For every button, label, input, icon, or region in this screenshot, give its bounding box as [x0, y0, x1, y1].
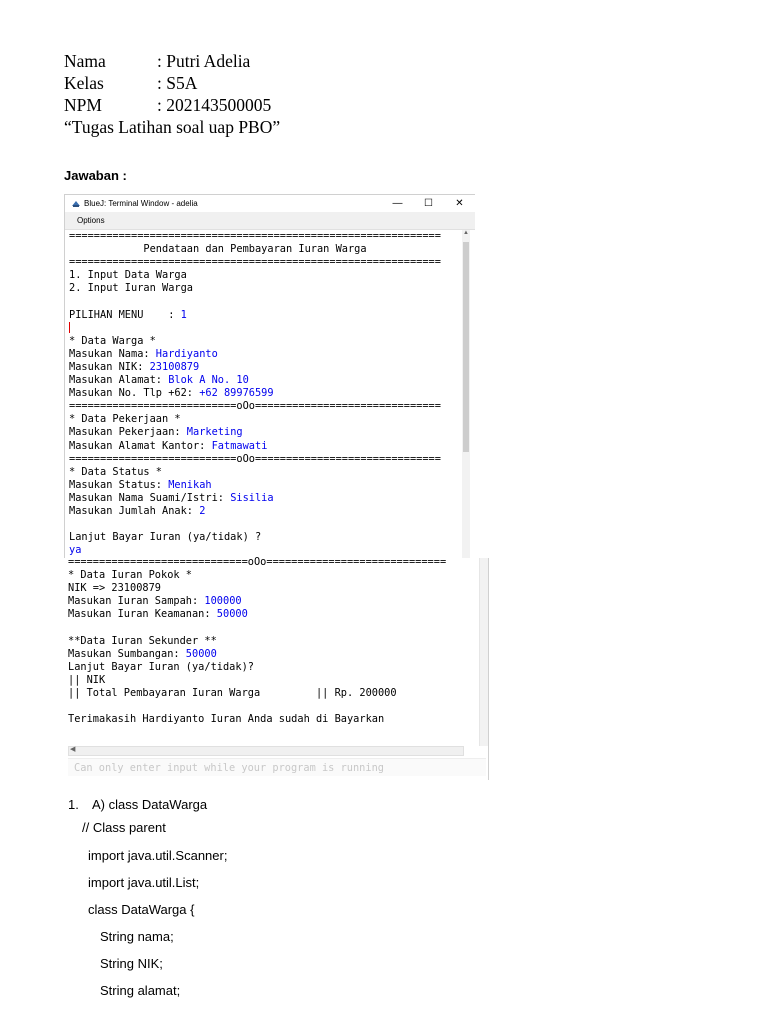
terminal-prompt-text: * Data Status * [69, 465, 162, 478]
terminal-prompt-text: Masukan Alamat: [69, 374, 169, 387]
terminal-prompt-text: * Data Iuran Pokok * [68, 569, 192, 582]
terminal-output-part1 [69, 230, 441, 557]
terminal-line [68, 608, 446, 621]
terminal-line [69, 243, 441, 256]
minimize-icon[interactable]: — [392, 198, 403, 209]
terminal-line [69, 387, 441, 400]
scroll-up-icon[interactable]: ▲ [463, 230, 469, 236]
terminal-prompt-text: Masukan No. Tlp +62: [69, 387, 200, 400]
terminal-input-field[interactable]: Can only enter input while your program is running [68, 758, 486, 776]
terminal-line [68, 582, 446, 595]
terminal-prompt-text: Masukan Jumlah Anak: [69, 504, 200, 517]
terminal-prompt-text: Terimakasih Hardiyanto Iuran Anda sudah di Bayarkan [68, 713, 385, 726]
terminal-prompt-text: || NIK [68, 673, 106, 686]
terminal-prompt-text: * Data Pekerjaan * [69, 413, 181, 426]
terminal-prompt-text: Pendataan dan Pembayaran Iuran Warga [69, 243, 367, 256]
terminal-user-input: Menikah [168, 478, 212, 491]
terminal-prompt-text: Lanjut Bayar Iuran (ya/tidak)? [68, 660, 254, 673]
info-row-kelas [64, 72, 280, 94]
terminal-prompt-text: Masukan Iuran Keamanan: [68, 608, 217, 621]
terminal-prompt-text: Masukan Alamat Kantor: [69, 439, 212, 452]
terminal-prompt-text: 2. Input Iuran Warga [69, 282, 193, 295]
close-icon[interactable]: ✕ [455, 198, 464, 209]
info-row-nama [64, 50, 280, 72]
terminal-line [68, 556, 446, 569]
bluej-app-icon [71, 200, 81, 208]
answer-heading [68, 797, 207, 817]
terminal-prompt-text: NIK => 23100879 [68, 582, 161, 595]
terminal-prompt-text: ===========================oOo============================== [69, 400, 441, 413]
terminal-window [64, 194, 475, 559]
terminal-line [68, 713, 446, 726]
jawaban-label: Jawaban : [64, 168, 127, 183]
terminal-line [68, 687, 446, 700]
terminal-prompt-text: =============================oOo============================= [68, 556, 447, 568]
info-value: : 202143500005 [157, 95, 272, 115]
terminal-line [69, 400, 441, 413]
terminal-line [69, 309, 441, 322]
code-line: // Class parent [82, 820, 166, 835]
terminal-titlebar [65, 195, 475, 212]
answer-section [68, 797, 228, 998]
terminal-window-continued [64, 558, 489, 780]
terminal-prompt-text: Masukan Nama Suami/Istri: [69, 491, 231, 504]
terminal-prompt-text: Masukan NIK: [69, 360, 150, 373]
terminal-output-part2 [68, 556, 446, 726]
terminal-line [69, 295, 441, 308]
code-line: String NIK; [100, 956, 163, 971]
terminal-prompt-text: Masukan Pekerjaan: [69, 426, 187, 439]
code-line: class DataWarga { [88, 902, 195, 917]
info-row-npm [64, 94, 280, 116]
terminal-prompt-text: Lanjut Bayar Iuran (ya/tidak) ? [69, 531, 262, 544]
scrollbar-thumb[interactable] [463, 242, 469, 452]
terminal-line [69, 282, 441, 295]
terminal-line [69, 348, 441, 361]
terminal-prompt-text: Masukan Nama: [69, 347, 156, 360]
scroll-left-icon[interactable]: ◀ [70, 745, 76, 753]
terminal-user-input: 1 [180, 308, 187, 321]
terminal-user-input: Sisilia [230, 491, 274, 504]
terminal-prompt-text: Masukan Iuran Sampah: [68, 595, 205, 608]
terminal-user-input: +62 89976599 [199, 387, 274, 400]
terminal-line [69, 440, 441, 453]
maximize-icon[interactable]: ☐ [424, 198, 433, 209]
menu-bar [65, 212, 475, 230]
terminal-line [69, 269, 441, 282]
terminal-line [69, 492, 441, 505]
list-number: 1. [68, 797, 79, 812]
terminal-line [69, 453, 441, 466]
terminal-line [69, 466, 441, 479]
terminal-user-input: Fatmawati [211, 439, 268, 452]
window-title: BlueJ: Terminal Window - adelia [84, 199, 198, 208]
assignment-title: “Tugas Latihan soal uap PBO” [64, 117, 281, 137]
terminal-user-input: 23100879 [149, 360, 200, 373]
horizontal-scrollbar[interactable] [68, 746, 464, 756]
terminal-prompt-text: * Data Warga * [69, 334, 156, 347]
terminal-line [69, 322, 441, 335]
terminal-prompt-text: ===========================oOo============================== [69, 452, 441, 465]
terminal-line [68, 661, 446, 674]
terminal-user-input: 2 [199, 504, 206, 517]
vertical-scrollbar[interactable] [462, 230, 470, 559]
code-line: String nama; [100, 929, 174, 944]
terminal-line [69, 505, 441, 518]
terminal-line [68, 569, 446, 582]
terminal-user-input: 100000 [204, 595, 242, 608]
vertical-scrollbar-2[interactable] [479, 558, 488, 746]
text-cursor [69, 322, 70, 333]
terminal-prompt-text: 1. Input Data Warga [69, 269, 187, 282]
terminal-line [69, 531, 441, 544]
info-label: Nama [64, 51, 106, 71]
terminal-prompt-text: ============================================================ [69, 230, 441, 242]
info-value: : S5A [157, 73, 198, 93]
terminal-user-input: Hardiyanto [155, 347, 218, 360]
terminal-line [69, 256, 441, 269]
terminal-user-input: ya [69, 544, 82, 557]
terminal-line [68, 621, 446, 634]
terminal-line [69, 426, 441, 439]
menu-options[interactable]: Options [77, 216, 105, 225]
info-label: Kelas [64, 73, 104, 93]
terminal-user-input: Blok A No. 10 [168, 374, 249, 387]
terminal-prompt-text: Masukan Sumbangan: [68, 647, 186, 660]
terminal-line [69, 479, 441, 492]
info-label: NPM [64, 95, 102, 115]
terminal-user-input: 50000 [216, 608, 248, 621]
terminal-line [69, 374, 441, 387]
terminal-prompt-text: Masukan Status: [69, 478, 169, 491]
terminal-line [69, 335, 441, 348]
terminal-line [69, 413, 441, 426]
terminal-prompt-text: PILIHAN MENU : [69, 308, 181, 321]
student-info [64, 50, 280, 138]
terminal-prompt-text: **Data Iuran Sekunder ** [68, 634, 217, 647]
code-line: import java.util.Scanner; [88, 848, 228, 863]
terminal-prompt-text: ============================================================ [69, 256, 441, 269]
terminal-line [69, 518, 441, 531]
terminal-line [68, 635, 446, 648]
terminal-line [68, 700, 446, 713]
terminal-prompt-text: || Total Pembayaran Iuran Warga || Rp. 200000 [68, 686, 397, 699]
info-value: : Putri Adelia [157, 51, 251, 71]
terminal-line [68, 648, 446, 661]
terminal-line [68, 674, 446, 687]
terminal-line [68, 595, 446, 608]
terminal-user-input: Marketing [186, 426, 243, 439]
code-line: import java.util.List; [88, 875, 200, 890]
answer-heading-text: A) class DataWarga [92, 797, 208, 812]
terminal-user-input: 50000 [185, 647, 217, 660]
code-line: String alamat; [100, 983, 181, 998]
terminal-line [69, 230, 441, 243]
terminal-line [69, 361, 441, 374]
